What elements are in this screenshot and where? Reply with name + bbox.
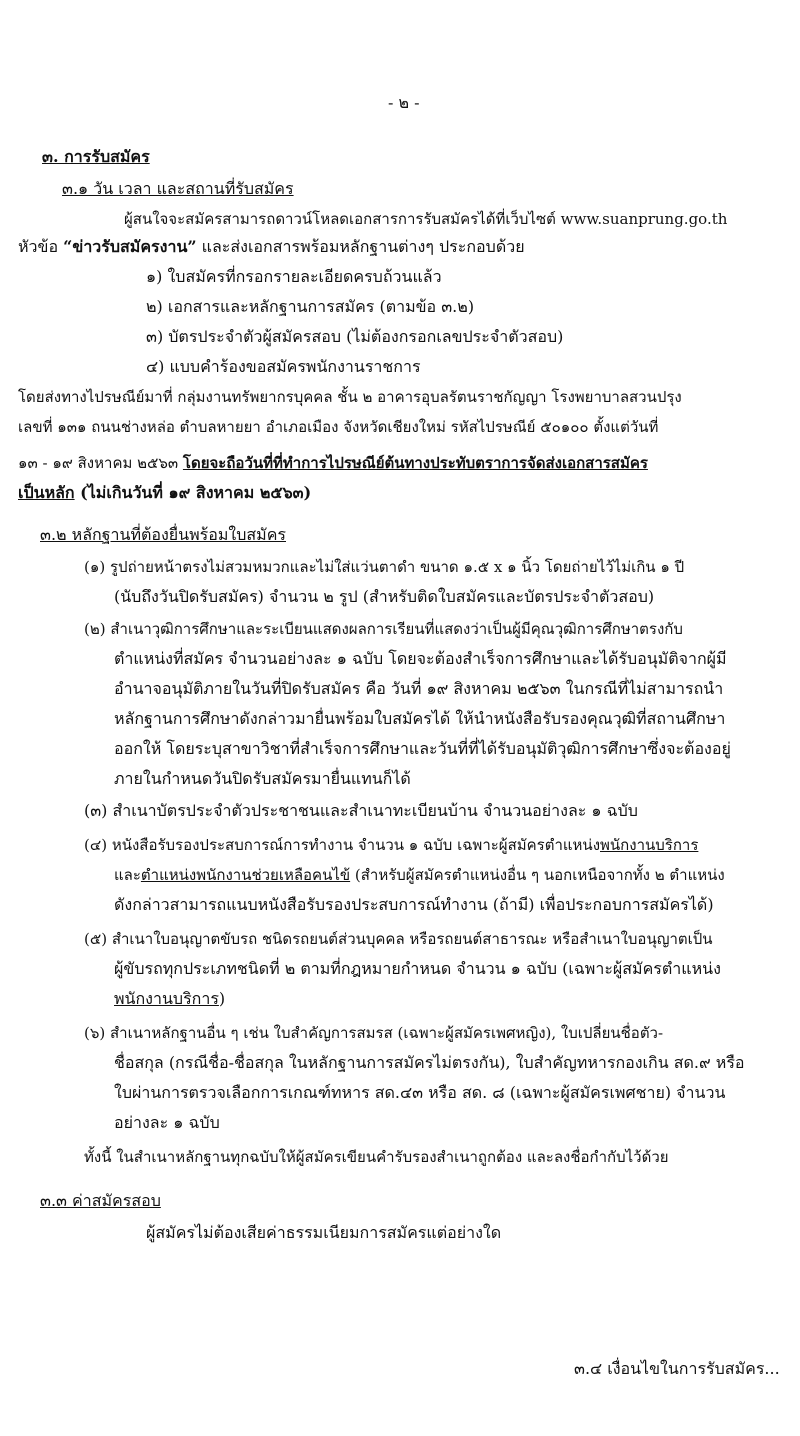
- s32-item-2-line-5: ออกให้ โดยระบุสาขาวิชาที่สำเร็จการศึกษาและวันที่ที่ได้รับอนุมัติวุฒิการศึกษาซึ่งจะต้องอยู่: [114, 739, 731, 758]
- s32-item-1-line-2: (นับถึงวันปิดรับสมัคร) จำนวน ๒ รูป (สำหรับติดใบสมัครและบัตรประจำตัวสอบ): [114, 587, 655, 606]
- s31-deadline: (ไม่เกินวันที่ ๑๙ สิงหาคม ๒๕๖๓): [74, 483, 312, 502]
- position-patient-assistant: ตำแหน่งพนักงานช่วยเหลือคนไข้: [140, 866, 351, 884]
- s31-para-line-2: [18, 236, 525, 258]
- s32-item-2-line-3: อำนาจอนุมัติภายในวันที่ปิดรับสมัคร คือ วันที่ ๑๙ สิงหาคม ๒๕๖๓ ในกรณีที่ไม่สามารถนำ: [114, 679, 724, 698]
- s32-item-4-line-1-pre: (๔) หนังสือรับรองประสบการณ์การทำงาน จำนวน ๑ ฉบับ เฉพาะผู้สมัครตำแหน่ง: [84, 836, 601, 854]
- s32-item-4-line-2-post: (สำหรับผู้สมัครตำแหน่งอื่น ๆ นอกเหนือจากทั้ง ๒ ตำแหน่ง: [350, 866, 725, 884]
- s32-item-2-line-4: หลักฐานการศึกษาดังกล่าวมายื่นพร้อมใบสมัครได้ ให้นำหนังสือรับรองคุณวุฒิที่สถานศึกษา: [114, 709, 726, 728]
- s31-item-1: ๑) ใบสมัครที่กรอกรายละเอียดครบถ้วนแล้ว: [146, 267, 442, 286]
- s32-item-1-line-1: (๑) รูปถ่ายหน้าตรงไม่สวมหมวกและไม่ใส่แว่นตาดำ ขนาด ๑.๕ x ๑ นิ้ว โดยถ่ายไว้ไม่เกิน ๑ ปี: [84, 558, 685, 576]
- s32-item-2-line-2: ตำแหน่งที่สมัคร จำนวนอย่างละ ๑ ฉบับ โดยจะต้องสำเร็จการศึกษาและได้รับอนุมัติจากผู้มี: [114, 649, 727, 668]
- section-3-2-heading: ๓.๒ หลักฐานที่ต้องยื่นพร้อมใบสมัคร: [40, 525, 286, 544]
- s32-item-2-line-1: (๒) สำเนาวุฒิการศึกษาและระเบียนแสดงผลการเรียนที่แสดงว่าเป็นผู้มีคุณวุฒิการศึกษาตรงกับ: [84, 620, 683, 638]
- s31-post-line-3: [18, 452, 648, 474]
- s31-post-line-1: โดยส่งทางไปรษณีย์มาที่ กลุ่มงานทรัพยากรบุคคล ชั้น ๒ อาคารอุบลรัตนราชกัญญา โรงพยาบาลสวนปรุง: [18, 388, 682, 406]
- s31-post-line-4: [18, 482, 311, 504]
- position-service-staff: พนักงานบริการ: [600, 836, 699, 854]
- s32-item-4-line-2: [114, 864, 725, 886]
- s32-item-4-line-2-pre: และ: [114, 866, 141, 884]
- section-3-title: ๓. การรับสมัคร: [42, 147, 150, 166]
- continuation-note: ๓.๔ เงื่อนไขในการรับสมัคร...: [574, 1359, 780, 1378]
- s32-item-3: (๓) สำเนาบัตรประจำตัวประชาชนและสำเนาทะเบียนบ้าน จำนวนอย่างละ ๑ ฉบับ: [84, 801, 638, 820]
- s32-item-4-line-3: ดังกล่าวสามารถแนบหนังสือรับรองประสบการณ์ทำงาน (ถ้ามี) เพื่อประกอบการสมัครได้): [114, 895, 714, 914]
- s32-item-5-line-3-post: ): [218, 989, 226, 1008]
- s32-item-5-line-1: (๕) สำเนาใบอนุญาตขับรถ ชนิดรถยนต์ส่วนบุคคล หรือรถยนต์สาธารณะ หรือสำเนาใบอนุญาตเป็น: [84, 930, 713, 948]
- s32-item-6-line-2: ชื่อสกุล (กรณีชื่อ-ชื่อสกุล ในหลักฐานการสมัครไม่ตรงกัน), ใบสำคัญทหารกองเกิน สด.๙ หรือ: [114, 1053, 745, 1072]
- s31-para-line-2-pre: หัวข้อ: [18, 237, 64, 256]
- s33-text: ผู้สมัครไม่ต้องเสียค่าธรรมเนียมการสมัครแต่อย่างใด: [146, 1223, 502, 1242]
- section-3-3-heading: ๓.๓ ค่าสมัครสอบ: [40, 1191, 161, 1210]
- job-news-topic: “ข่าวรับสมัครงาน”: [63, 237, 197, 256]
- s32-item-4-line-1: [84, 834, 698, 856]
- s31-post-line-2: เลขที่ ๑๓๑ ถนนช่างหล่อ ตำบลหายยา อำเภอเมือง จังหวัดเชียงใหม่ รหัสไปรษณีย์ ๕๐๑๐๐ ตั้งแต่วันที่: [18, 418, 659, 436]
- s32-item-2-line-6: ภายในกำหนดวันปิดรับสมัครมายื่นแทนก็ได้: [114, 769, 411, 788]
- s32-item-5-line-2: ผู้ขับรถทุกประเภทชนิดที่ ๒ ตามที่กฎหมายกำหนด จำนวน ๑ ฉบับ (เฉพาะผู้สมัครตำแหน่ง: [114, 959, 721, 978]
- page-number: - ๒ -: [388, 93, 420, 112]
- s32-item-5-line-3: [114, 988, 225, 1010]
- s31-item-2: ๒) เอกสารและหลักฐานการสมัคร (ตามข้อ ๓.๒): [146, 297, 475, 316]
- s32-item-6-line-3: ใบผ่านการตรวจเลือกการเกณฑ์ทหาร สด.๔๓ หรือ สด. ๘ (เฉพาะผู้สมัครเพศชาย) จำนวน: [114, 1083, 726, 1102]
- s32-certification-note: ทั้งนี้ ในสำเนาหลักฐานทุกฉบับให้ผู้สมัครเขียนคำรับรองสำเนาถูกต้อง และลงชื่อกำกับไว้ด้วย: [84, 1148, 669, 1166]
- s32-item-6-line-1: (๖) สำเนาหลักฐานอื่น ๆ เช่น ใบสำคัญการสมรส (เฉพาะผู้สมัครเพศหญิง), ใบเปลี่ยนชื่อตัว-: [84, 1024, 664, 1042]
- s31-para-line-2-post: และส่งเอกสารพร้อมหลักฐานต่างๆ ประกอบด้วย: [196, 237, 525, 256]
- s31-item-3: ๓) บัตรประจำตัวผู้สมัครสอบ (ไม่ต้องกรอกเลขประจำตัวสอบ): [146, 327, 564, 346]
- s31-postmark-rule-end: เป็นหลัก: [18, 483, 75, 502]
- s31-item-4: ๔) แบบคำร้องขอสมัครพนักงานราชการ: [146, 357, 421, 376]
- s31-date-range: ๑๓ - ๑๙ สิงหาคม ๒๕๖๓: [18, 454, 183, 472]
- s32-item-6-line-4: อย่างละ ๑ ฉบับ: [114, 1113, 220, 1132]
- s31-postmark-rule: โดยจะถือวันที่ที่ทำการไปรษณีย์ต้นทางประทับตราการจัดส่งเอกสารสมัคร: [182, 454, 648, 472]
- position-service-staff-2: พนักงานบริการ: [114, 989, 219, 1008]
- s31-para-line-1: ผู้สนใจจะสมัครสามารถดาวน์โหลดเอกสารการรับสมัครได้ที่เว็บไซต์ www.suanprung.go.th: [124, 210, 728, 228]
- section-3-1-heading: ๓.๑ วัน เวลา และสถานที่รับสมัคร: [62, 179, 294, 198]
